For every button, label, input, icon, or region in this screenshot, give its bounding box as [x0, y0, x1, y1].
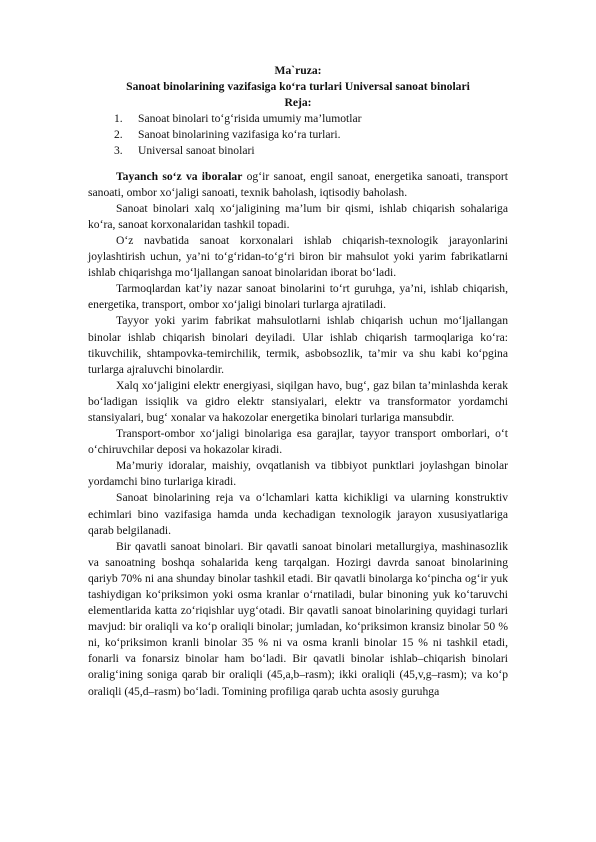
keywords-text: og‘ir sanoat, engil sanoat, energetika sanoati, transport sanoati, ombor xo‘jaligi sanoati, texnik baholash, iqtisodiy baholash. [88, 169, 508, 199]
plan-item-text: Sanoat binolarining vazifasiga ko‘ra turlari. [138, 128, 341, 142]
body-paragraph: Bir qavatli sanoat binolari. Bir qavatli sanoat binolari metallurgiya, mashinasozlik va sanoatning boshqa sohalarida keng tarqalgan. Hozirgi davrda sanoat binolarining qariyb 70% ni ana shunday binolar tashkil etadi. Bir qavatli binolarga ko‘pincha og‘ir yuk tashiydigan ko‘priksimon yoki osma kranlar o‘rnatiladi, bular binoning yuk ko‘taruvchi elementlarida katta zo‘riqishlar uyg‘otadi. Bir qavatli sanoat binolarining quyidagi turlari mavjud: bir oraliqli va ko‘p oraliqli binolar; jumladan, ko‘priksimon kransiz binolar 50 % ni, ko‘priksimon kranli binolar 35 % ni va osma kranli binolar 15 % ni tashkil etadi, fonarli va fonarsiz binolar ham bo‘ladi. Bir qavatli binolar ishlab–chiqarish binolari oralig‘ining soniga qarab bir oraliqli (45,a,b–rasm); ikki oraliqli (45,v,g–rasm); va ko‘p oraliqli (45,d–rasm) bo‘ladi. Tomining profiliga qarab uchta asosiy guruhga [88, 539, 508, 698]
plan-item-text: Universal sanoat binolari [138, 144, 255, 158]
keywords-paragraph [88, 169, 508, 201]
body-paragraph: Tarmoqlardan kat’iy nazar sanoat binolarini to‘rt guruhga, ya’ni, ishlab chiqarish, energetika, transport, ombor xo‘jaligi binolari turlarga ajratiladi. [88, 282, 508, 312]
body-paragraph: Tayyor yoki yarim fabrikat mahsulotlarni ishlab chiqarish uchun mo‘ljallangan binolar ishlab chiqarish binolari deyiladi. Ular ishlab chiqarish tarmoqlariga ko‘ra: tikuvchilik, shtampovka-temirchilik, termik, asbobsozlik, ta’mir va shu kabi ko‘pgina turlarga ajraluvchi binolardir. [88, 314, 508, 376]
spacer [88, 160, 508, 169]
keywords-label: Tayanch so‘z va iboralar [116, 169, 243, 183]
plan-item-number: 1. [114, 112, 123, 126]
body-paragraph: Ma’muriy idoralar, maishiy, ovqatlanish va tibbiyot punktlari joylashgan binolar yordamchi bino turlariga kiradi. [88, 459, 508, 489]
plan-item-number: 2. [114, 128, 123, 142]
document-page [88, 63, 508, 700]
body-paragraph: O‘z navbatida sanoat korxonalari ishlab chiqarish-texnologik jarayonlarini joylashtirish uchun, ya’ni to‘g‘ridan-to‘g‘ri biron bir mahsulot yoki yarim fabrikatlarni ishlab chiqarishga mo‘ljallangan sanoat binolaridan iborat bo‘ladi. [88, 233, 508, 280]
plan-item [114, 127, 508, 143]
plan-item-text: Sanoat binolari to‘g‘risida umumiy ma’lumotlar [138, 112, 362, 126]
plan-item [114, 143, 508, 159]
body-paragraph: Transport-ombor xo‘jaligi binolariga esa garajlar, tayyor transport omborlari, o‘t o‘chiruvchilar deposi va hokazolar kiradi. [88, 427, 508, 457]
plan-item [114, 111, 508, 127]
lecture-title: Sanoat binolarining vazifasiga ko‘ra turlari Universal sanoat binolari [126, 80, 470, 94]
plan-list [88, 111, 508, 159]
body-paragraph: Sanoat binolari xalq xo‘jaligining ma’lum bir qismi, ishlab chiqarish sohalariga ko‘ra, sanoat korxonalaridan tashkil topadi. [88, 201, 508, 231]
plan-heading: Reja: [284, 96, 312, 110]
body-paragraph: Xalq xo‘jaligini elektr energiyasi, siqilgan havo, bug‘, gaz bilan ta’minlashda kerak bo‘ladigan issiqlik va gidro elektr stansiyalari, elektr va transformator yordamchi stansiyalari, bug‘ xonalar va hakozolar energetika binolari turlariga mansubdir. [88, 378, 508, 424]
body-paragraph: Sanoat binolarining reja va o‘lchamlari katta kichikligi va ularning konstruktiv echimlari bino vazifasiga hamda unda kechadigan texnologik jarayon xususiyatlariga qarab belgilanadi. [88, 491, 508, 537]
plan-item-number: 3. [114, 144, 123, 158]
lecture-heading: Ma`ruza: [274, 64, 322, 77]
